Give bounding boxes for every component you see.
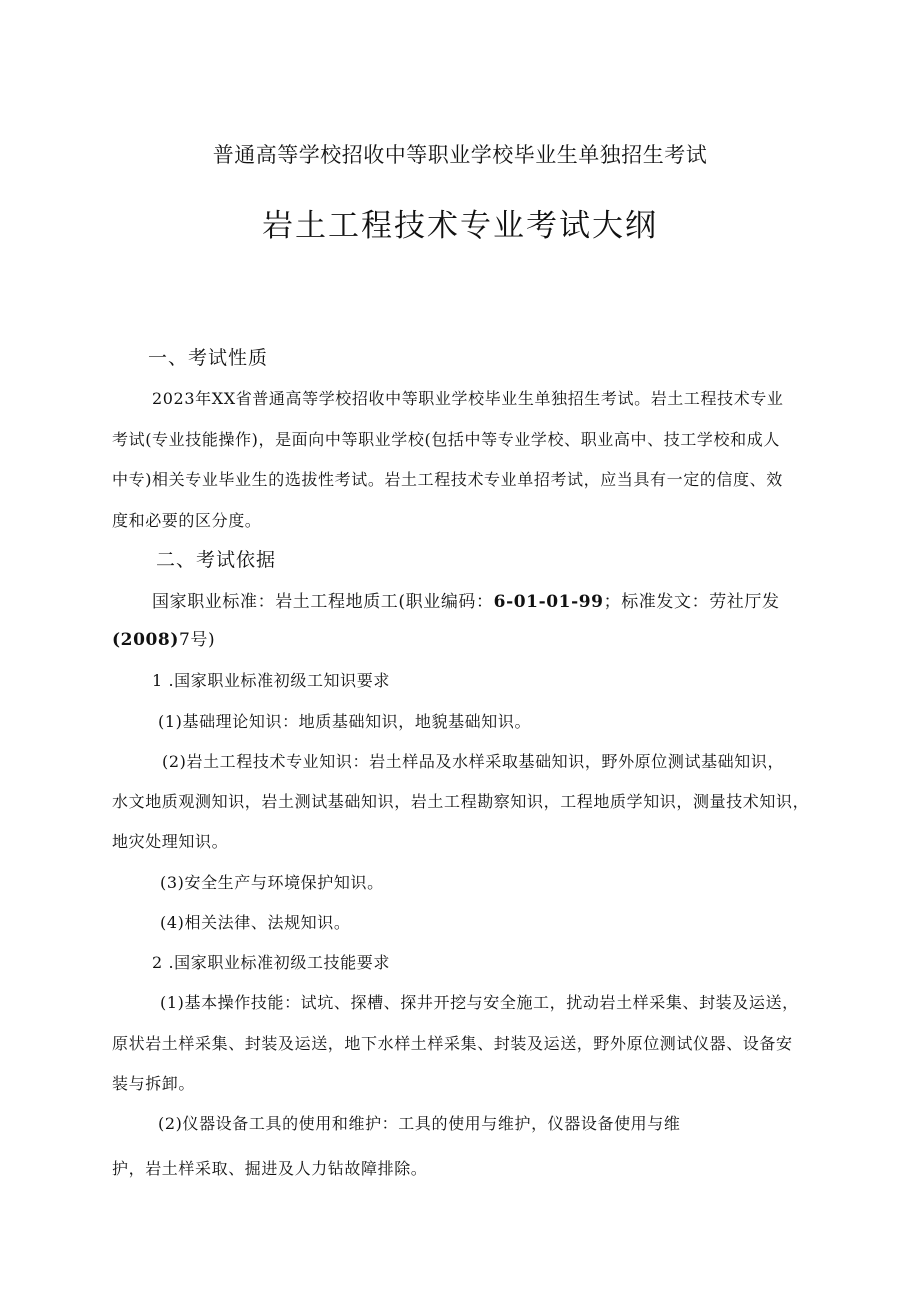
sub1-item-1: (1)基础理论知识：地质基础知识，地貌基础知识。 <box>158 712 532 731</box>
section-2-heading: 二、考试依据 <box>156 549 277 571</box>
sub2-item-2: (2)仪器设备工具的使用和维护：工具的使用与维护，仪器设备使用与维 <box>158 1114 681 1133</box>
standard-line-2 <box>112 630 215 650</box>
subsection-2-heading: 2 .国家职业标准初级工技能要求 <box>152 953 390 972</box>
standard-line-1 <box>152 592 780 612</box>
section-1-heading: 一、考试性质 <box>148 347 269 369</box>
section-1-line-3: 中专)相关专业毕业生的选拔性考试。岩土工程技术专业单招考试，应当具有一定的信度、效 <box>112 470 783 489</box>
standard-prefix: 国家职业标准：岩土工程地质工(职业编码： <box>152 592 494 612</box>
standard-number: 7号) <box>179 630 216 650</box>
document-subtitle: 普通高等学校招收中等职业学校毕业生单独招生考试 <box>212 143 708 167</box>
sub1-item-4: (4)相关法律、法规知识。 <box>160 913 351 932</box>
sub1-item-2: (2)岩土工程技术专业知识：岩土样品及水样采取基础知识，野外原位测试基础知识， <box>162 752 785 771</box>
section-1-line-1: 2023年XX省普通高等学校招收中等职业学校毕业生单独招生考试。岩土工程技术专业 <box>152 389 784 408</box>
sub2-item-2-cont-1: 护，岩土样采取、掘进及人力钻故障排除。 <box>112 1159 428 1178</box>
section-1-line-4: 度和必要的区分度。 <box>112 511 262 530</box>
section-1-line-2: 考试(专业技能操作)，是面向中等职业学校(包括中等专业学校、职业高中、技工学校和成人 <box>112 430 780 449</box>
standard-code: 6-01-01-99 <box>493 592 604 612</box>
sub1-item-2-cont-2: 地灾处理知识。 <box>112 832 229 851</box>
sub1-item-3: (3)安全生产与环境保护知识。 <box>160 873 384 892</box>
sub2-item-1-cont-2: 装与拆卸。 <box>112 1074 196 1093</box>
sub2-item-1-cont-1: 原状岩土样采集、封装及运送，地下水样土样采集、封装及运送，野外原位测试仪器、设备安 <box>112 1034 793 1053</box>
standard-suffix: ；标准发文：劳社厅发 <box>603 592 780 612</box>
sub2-item-1: (1)基本操作技能：试坑、探槽、探井开挖与安全施工，扰动岩土样采集、封装及运送， <box>160 993 799 1012</box>
subsection-1-heading: 1 .国家职业标准初级工知识要求 <box>152 671 390 690</box>
document-title: 岩土工程技术专业考试大纲 <box>262 208 658 244</box>
standard-year: (2008) <box>112 630 180 650</box>
sub1-item-2-cont-1: 水文地质观测知识，岩土测试基础知识，岩土工程勘察知识，工程地质学知识，测量技术知识， <box>112 792 810 811</box>
